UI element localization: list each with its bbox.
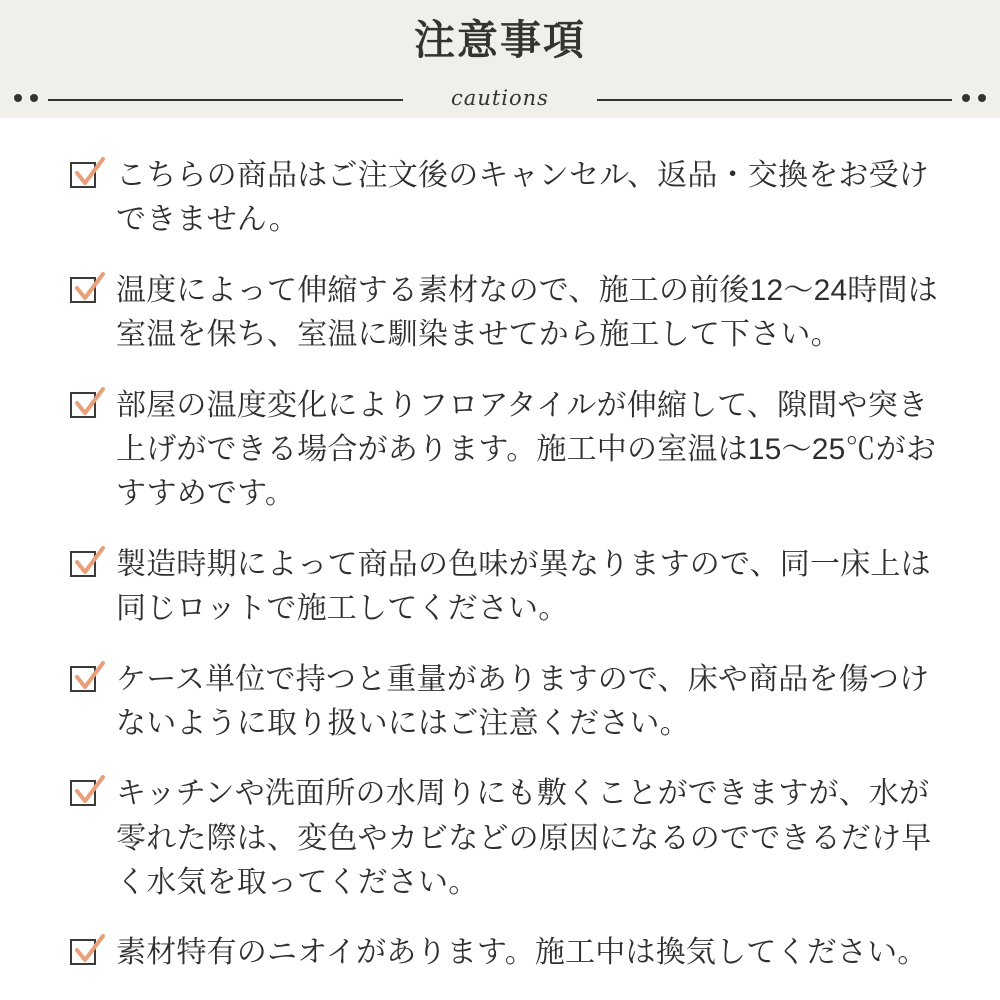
check-icon xyxy=(70,939,100,969)
header-divider xyxy=(0,86,1000,114)
list-item-text: 製造時期によって商品の色味が異なりますので、同一床上は同じロットで施工してください。 xyxy=(116,547,931,626)
list-item xyxy=(70,658,940,747)
check-icon xyxy=(70,551,100,581)
list-item-text: 部屋の温度変化によりフロアタイルが伸縮して、隙間や突き上げができる場合があります。施工中の室温は15〜25℃がおすすめです。 xyxy=(116,388,937,511)
list-item xyxy=(70,269,940,358)
list-item-text: ケース単位で持つと重量がありますので、床や商品を傷つけないように取り扱いにはご注意ください。 xyxy=(116,662,930,740)
list-item-text: 素材特有のニオイがあります。施工中は換気してください。 xyxy=(116,936,928,970)
list-item xyxy=(70,154,940,243)
caution-list xyxy=(0,118,1000,976)
list-item xyxy=(70,543,940,632)
list-item xyxy=(70,772,940,905)
page-subtitle: cautions xyxy=(451,86,549,110)
page-title: 注意事項 xyxy=(414,17,586,63)
check-icon xyxy=(70,162,100,192)
list-item xyxy=(70,384,940,517)
list-item-text: キッチンや洗面所の水周りにも敷くことができますが、水が零れた際は、変色やカビなどの原因になるのでできるだけ早く水気を取ってください。 xyxy=(116,777,932,900)
check-icon xyxy=(70,392,100,422)
list-item xyxy=(70,931,940,975)
list-item-text: こちらの商品はご注文後のキャンセル、返品・交換をお受けできません。 xyxy=(116,159,929,237)
page-header xyxy=(0,0,1000,118)
check-icon xyxy=(70,277,100,307)
check-icon xyxy=(70,666,100,696)
check-icon xyxy=(70,780,100,810)
list-item-text: 温度によって伸縮する素材なので、施工の前後12〜24時間は室温を保ち、室温に馴染ませてから施工して下さい。 xyxy=(116,273,938,352)
